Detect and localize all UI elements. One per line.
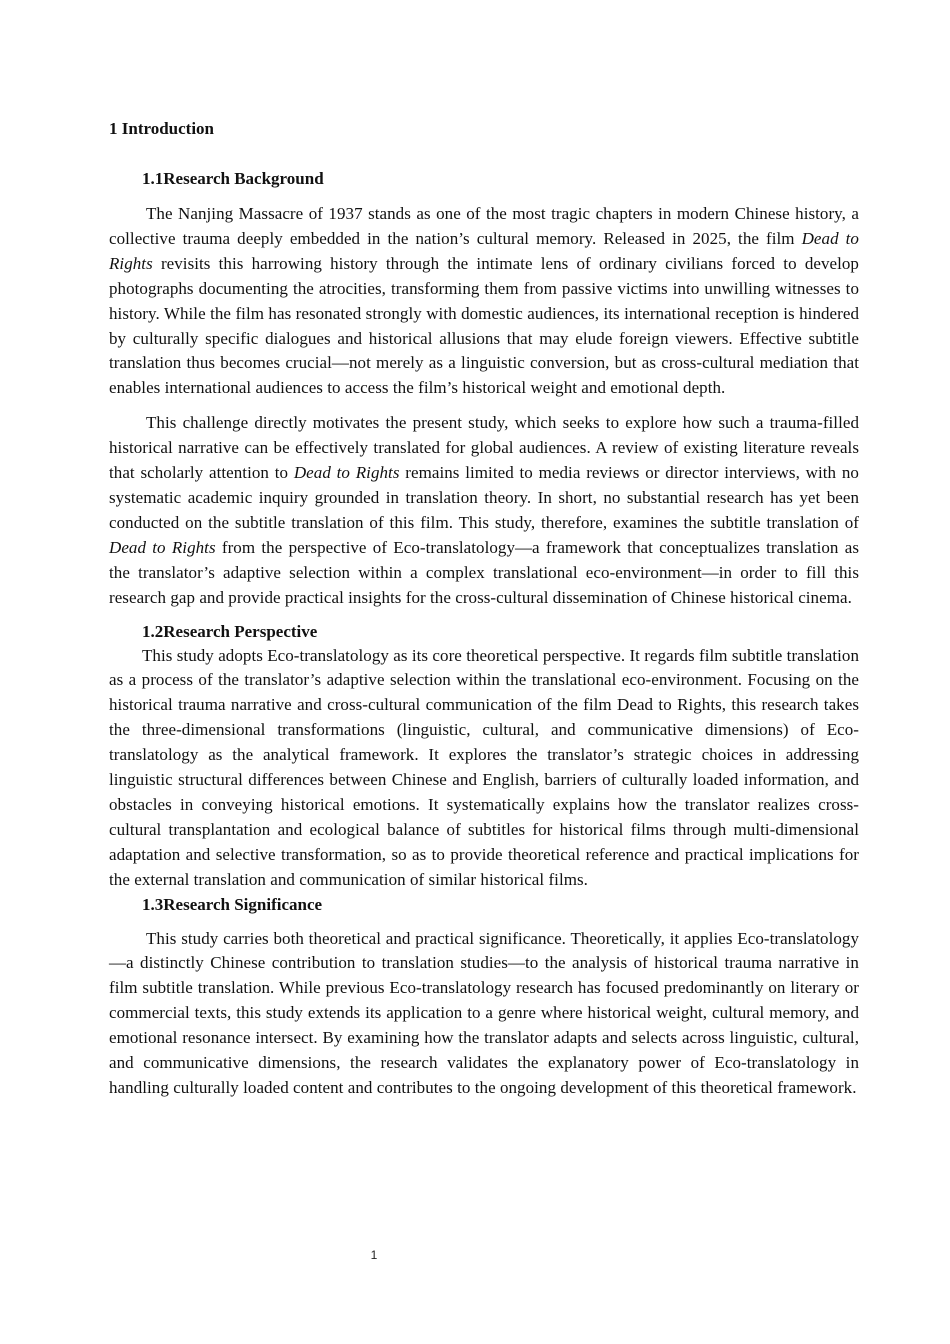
background-paragraph-2 <box>109 411 859 610</box>
section-title: 1 Introduction <box>109 119 215 138</box>
perspective-heading: 1.2Research Perspective <box>142 621 318 641</box>
background-p2-text-b: remains limited to media reviews or director interviews, with no systematic academic inquiry grounded in translation theory. In short, no substantial research has yet been conducted on the subtitle translation of this film. This study, therefore, examines the subtitle translation of <box>109 463 859 532</box>
background-p1-text-b: revisits this harrowing history through the intimate lens of ordinary civilians forced to develop photographs documenting the atrocities, transforming them from passive victims into unwilling witnesses to history. While the film has resonated strongly with domestic audiences, its international reception is hindered by culturally specific dialogues and historical allusions that may elude foreign viewers. Effective subtitle translation thus becomes crucial—not merely as a linguistic conversion, but as cross-cultural mediation that enables international audiences to access the film’s historical weight and emotional depth. <box>109 253 859 398</box>
page-content <box>109 117 859 1101</box>
background-p2-text-a: This challenge directly motivates the present study, which seeks to explore how such a trauma-filled historical narrative can be effectively translated for global audiences. A review of existing literature reveals that scholarly attention to <box>109 413 859 483</box>
perspective-paragraph: This study adopts Eco-translatology as its core theoretical perspective. It regards film subtitle translation as a process of the translator’s adaptive selection within the translational eco-environment. Focusing on the historical trauma narrative and cross-cultural communication of the film Dead to Rights, this research takes the three-dimensional transformations (linguistic, cultural, and communicative dimensions) of Eco-translatology as the analytical framework. It explores the translator’s strategic choices in addressing linguistic structural differences between Chinese and English, barriers of culturally loaded information, and obstacles in conveying historical emotions. It systematically explains how the translator realizes cross-cultural transplantation and ecological balance of subtitles for historical films through multi-dimensional adaptation and selective transformation, so as to provide theoretical reference and practical implications for the external translation and communication of similar historical films. <box>109 645 859 889</box>
film-title: Dead to Rights <box>109 228 859 273</box>
significance-paragraph: This study carries both theoretical and practical significance. Theoretically, it applies Eco-translatology—a distinctly Chinese contribution to translation studies—to the analysis of historical trauma narrative in film subtitle translation. While previous Eco-translatology research has focused predominantly on literary or commercial texts, this study extends its application to a genre where historical weight, cultural memory, and emotional resonance intersect. By examining how the translator adapts and selects across linguistic, cultural, and communicative dimensions, the research validates the explanatory power of Eco-translatology in handling culturally loaded content and contributes to the ongoing development of this theoretical framework. <box>109 928 859 1097</box>
film-title: Dead to Rights <box>293 463 400 483</box>
film-title: Dead to Rights <box>109 537 216 557</box>
background-paragraph-1 <box>109 202 859 401</box>
background-heading: 1.1Research Background <box>142 169 324 188</box>
background-p1-text-a: The Nanjing Massacre of 1937 stands as one of the most tragic chapters in modern Chinese history, a collective trauma deeply embedded in the nation’s cultural memory. Released in 2025, the film <box>109 204 859 248</box>
significance-heading: 1.3Research Significance <box>142 894 323 914</box>
page-number: 1 <box>370 1248 378 1262</box>
background-p2-text-c: from the perspective of Eco-translatology—a framework that conceptualizes translation as the translator’s adaptive selection within a complex translational eco-environment—in order to fill this research gap and provide practical insights for the cross-cultural dissemination of Chinese historical cinema. <box>109 537 859 607</box>
